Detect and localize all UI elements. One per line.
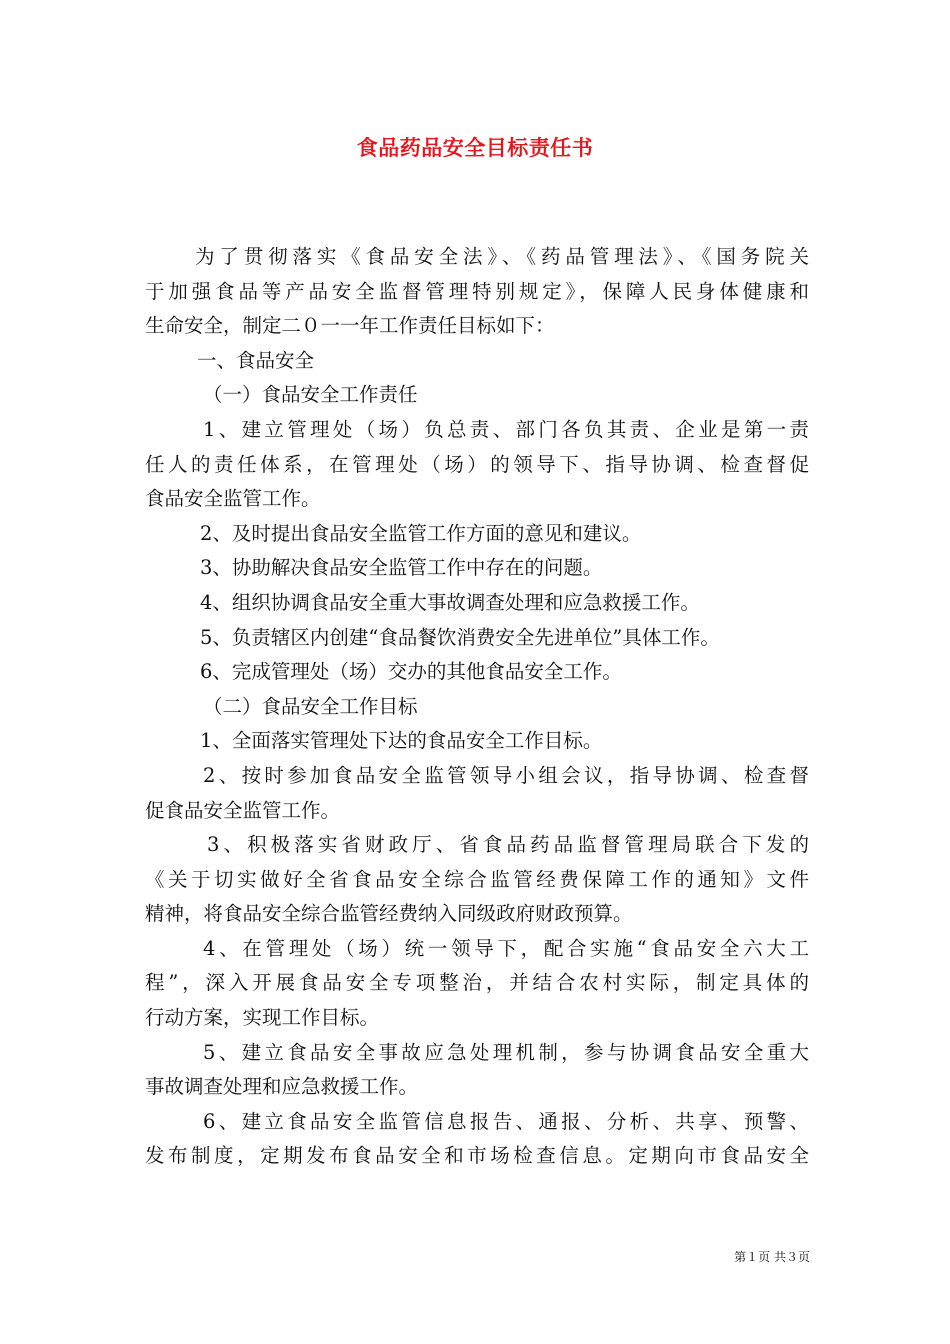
- body-line: 3、积极落实省财政厅、省食品药品监督管理局联合下发的: [207, 833, 809, 857]
- document-title: 食品药品安全目标责任书: [356, 136, 594, 160]
- body-line: 2、按时参加食品安全监管领导小组会议，指导协调、检查督: [203, 763, 809, 787]
- body-line: 1、建立管理处（场）负总责、部门各负其责、企业是第一责: [203, 417, 809, 441]
- body-line: 一、食品安全: [197, 348, 315, 372]
- body-line: 《关于切实做好全省食品安全综合监管经费保障工作的通知》文件: [145, 867, 809, 891]
- body-line: 5、建立食品安全事故应急处理机制，参与协调食品安全重大: [203, 1040, 809, 1064]
- body-line: 1、全面落实管理处下达的食品安全工作目标。: [200, 729, 603, 753]
- page-number-footer: 第１页 共３页: [734, 1250, 810, 1264]
- body-line: 6、完成管理处（场）交办的其他食品安全工作。: [200, 660, 622, 684]
- body-line: 生命安全，制定二０一一年工作责任目标如下：: [145, 314, 555, 338]
- body-line: 发布制度，定期发布食品安全和市场检查信息。定期向市食品安全: [145, 1144, 809, 1168]
- body-line: 程”，深入开展食品安全专项整治，并结合农村实际，制定具体的: [145, 971, 809, 995]
- document-body: [145, 240, 809, 1174]
- body-line: 为了贯彻落实《食品安全法》、《药品管理法》、《国务院关: [195, 245, 809, 268]
- body-line: 事故调查处理和应急救援工作。: [145, 1075, 419, 1099]
- body-line: （一）食品安全工作责任: [203, 383, 418, 407]
- body-line: （二）食品安全工作目标: [203, 694, 418, 718]
- body-line: 食品安全监管工作。: [145, 487, 321, 511]
- body-line: 5、负责辖区内创建“食品餐饮消费安全先进单位”具体工作。: [200, 625, 720, 649]
- body-line: 2、及时提出食品安全监管工作方面的意见和建议。: [200, 521, 642, 545]
- body-line: 3、协助解决食品安全监管工作中存在的问题。: [200, 556, 603, 580]
- body-line: 4、在管理处（场）统一领导下，配合实施“食品安全六大工: [203, 936, 809, 960]
- body-line: 促食品安全监管工作。: [145, 798, 341, 822]
- body-line: 任人的责任体系，在管理处（场）的领导下、指导协调、检查督促: [145, 452, 809, 476]
- body-line: 于加强食品等产品安全监督管理特别规定》，保障人民身体健康和: [145, 279, 809, 303]
- body-line: 4、组织协调食品安全重大事故调查处理和应急救援工作。: [200, 590, 700, 614]
- body-line: 行动方案，实现工作目标。: [145, 1006, 380, 1030]
- body-line: 精神，将食品安全综合监管经费纳入同级政府财政预算。: [145, 902, 633, 926]
- body-line: 6、建立食品安全监管信息报告、通报、分析、共享、预警、: [203, 1109, 809, 1133]
